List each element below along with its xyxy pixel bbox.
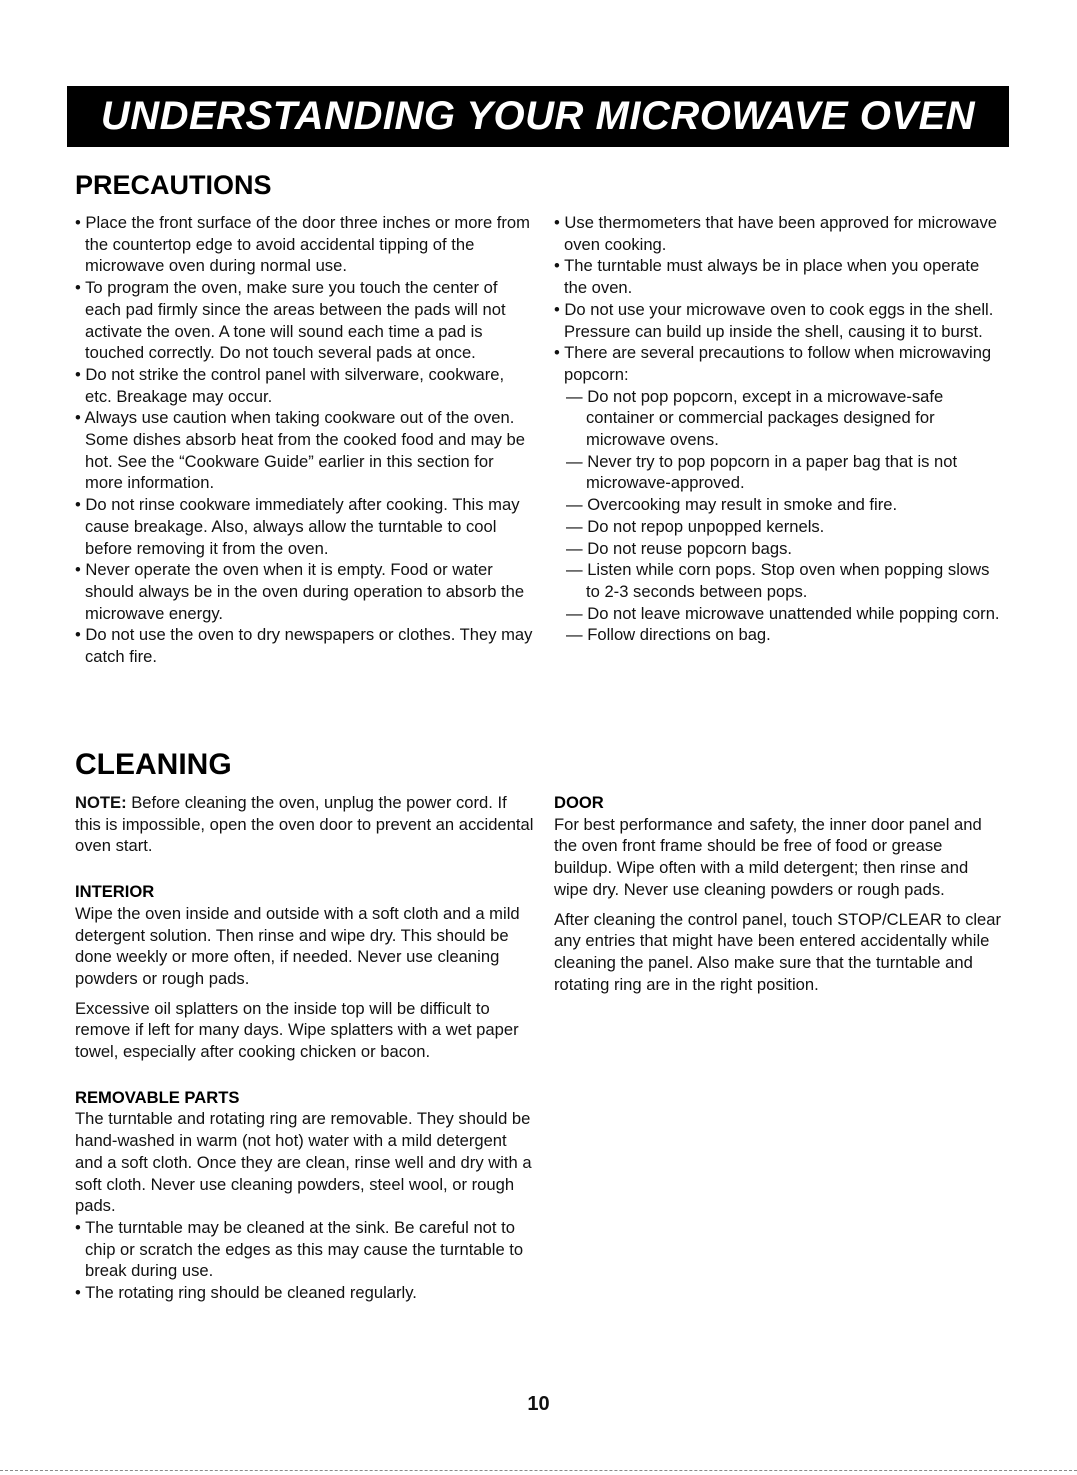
list-item: • Do not use the oven to dry newspapers or clothes. They may catch fire. xyxy=(75,625,533,667)
page-number: 10 xyxy=(527,1393,550,1415)
interior-paragraph: Excessive oil splatters on the inside top will be difficult to remove if left for many days. Wipe splatters with a wet paper towel, especially after cooking chicken or bacon. xyxy=(75,998,519,1062)
popcorn-item: — Overcooking may result in smoke and fire. xyxy=(566,495,898,515)
removable-parts-paragraph: The turntable and rotating ring are removable. They should be hand-washed in warm (not hot) water with a mild detergent and a soft cloth. Once they are clean, rinse well and dry with a soft cloth. Never use cleaning powders, steel wool, or rough pads. xyxy=(75,1109,532,1216)
precautions-right-column xyxy=(554,212,1004,646)
popcorn-item: — Do not pop popcorn, except in a microwave-safe container or commercial packages designed for microwave ovens. xyxy=(566,386,944,450)
precautions-heading: PRECAUTIONS xyxy=(75,170,272,200)
popcorn-item: — Do not reuse popcorn bags. xyxy=(566,538,792,558)
list-item: • Do not rinse cookware immediately after cooking. This may cause breakage. Also, always allow the turntable to cool before removing it from the oven. xyxy=(75,495,520,558)
interior-title: INTERIOR xyxy=(75,882,155,902)
list-item: • The turntable may be cleaned at the sink. Be careful not to chip or scratch the edges as this may cause the turntable to break during use. xyxy=(75,1217,524,1281)
door-title: DOOR xyxy=(554,793,604,812)
popcorn-item: — Do not repop unpopped kernels. xyxy=(566,516,825,536)
list-item: • The turntable must always be in place when you operate the oven. xyxy=(554,256,980,298)
list-item: • The rotating ring should be cleaned regularly. xyxy=(75,1283,417,1303)
list-item: • Place the front surface of the door three inches or more from the countertop edge to avoid accidental tipping of the microwave oven during normal use. xyxy=(75,213,530,276)
interior-paragraph: Wipe the oven inside and outside with a soft cloth and a mild detergent solution. Then rinse and wipe dry. This should be done weekly or more often, if needed. Never use cleaning powders or rough pads. xyxy=(75,903,520,988)
popcorn-item: — Do not leave microwave unattended while popping corn. xyxy=(566,603,1000,623)
door-paragraph: For best performance and safety, the inner door panel and the oven front frame should be free of food or grease buildup. Wipe often with a mild detergent; then rinse and wipe dry. Never use cleaning powders or rough pads. xyxy=(554,814,982,899)
section-banner xyxy=(67,86,1009,147)
list-item: • Do not strike the control panel with silverware, cookware, etc. Breakage may occur. xyxy=(75,364,505,406)
list-item: • There are several precautions to follow when microwaving popcorn: xyxy=(554,343,992,384)
list-item: • Use thermometers that have been approved for microwave oven cooking. xyxy=(554,213,997,254)
popcorn-item: — Never try to pop popcorn in a paper bag that is not microwave-approved. xyxy=(566,451,958,493)
cleaning-note xyxy=(75,792,535,857)
removable-parts-title: REMOVABLE PARTS xyxy=(75,1087,240,1107)
cleaning-heading: CLEANING xyxy=(75,748,232,781)
precautions-left-column xyxy=(75,212,535,668)
list-item: • Never operate the oven when it is empty. Food or water should always be in the oven during operation to absorb the microwave energy. xyxy=(75,560,525,623)
popcorn-item: — Follow directions on bag. xyxy=(566,625,771,645)
note-label: NOTE: xyxy=(75,793,127,812)
popcorn-item: — Listen while corn pops. Stop oven when popping slows to 2-3 seconds between pops. xyxy=(566,560,990,601)
list-item: • To program the oven, make sure you touch the center of each pad firmly since the areas between the pads will not activate the oven. A tone will sound each time a pad is touched correctly. Do not touch several pads at once. xyxy=(75,278,506,363)
cleaning-left-column xyxy=(75,792,535,1304)
note-text: Before cleaning the oven, unplug the power cord. If this is impossible, open the oven door to prevent an accidental oven start. xyxy=(75,793,534,856)
list-item: • Do not use your microwave oven to cook eggs in the shell. Pressure can build up inside the shell, causing it to burst. xyxy=(554,299,994,341)
door-paragraph: After cleaning the control panel, touch STOP/CLEAR to clear any entries that might have been entered accidentally while cleaning the panel. Also make sure that the turntable and rotating ring are in the right position. xyxy=(554,909,1002,994)
page-bottom-rule xyxy=(0,1470,1077,1471)
cleaning-right-column xyxy=(554,792,1004,995)
banner-title: UNDERSTANDING YOUR MICROWAVE OVEN xyxy=(100,94,976,138)
list-item: • Always use caution when taking cookware out of the oven. Some dishes absorb heat from the cooked food and may be hot. See the “Cookware Guide” earlier in this section for more information. xyxy=(75,408,526,493)
